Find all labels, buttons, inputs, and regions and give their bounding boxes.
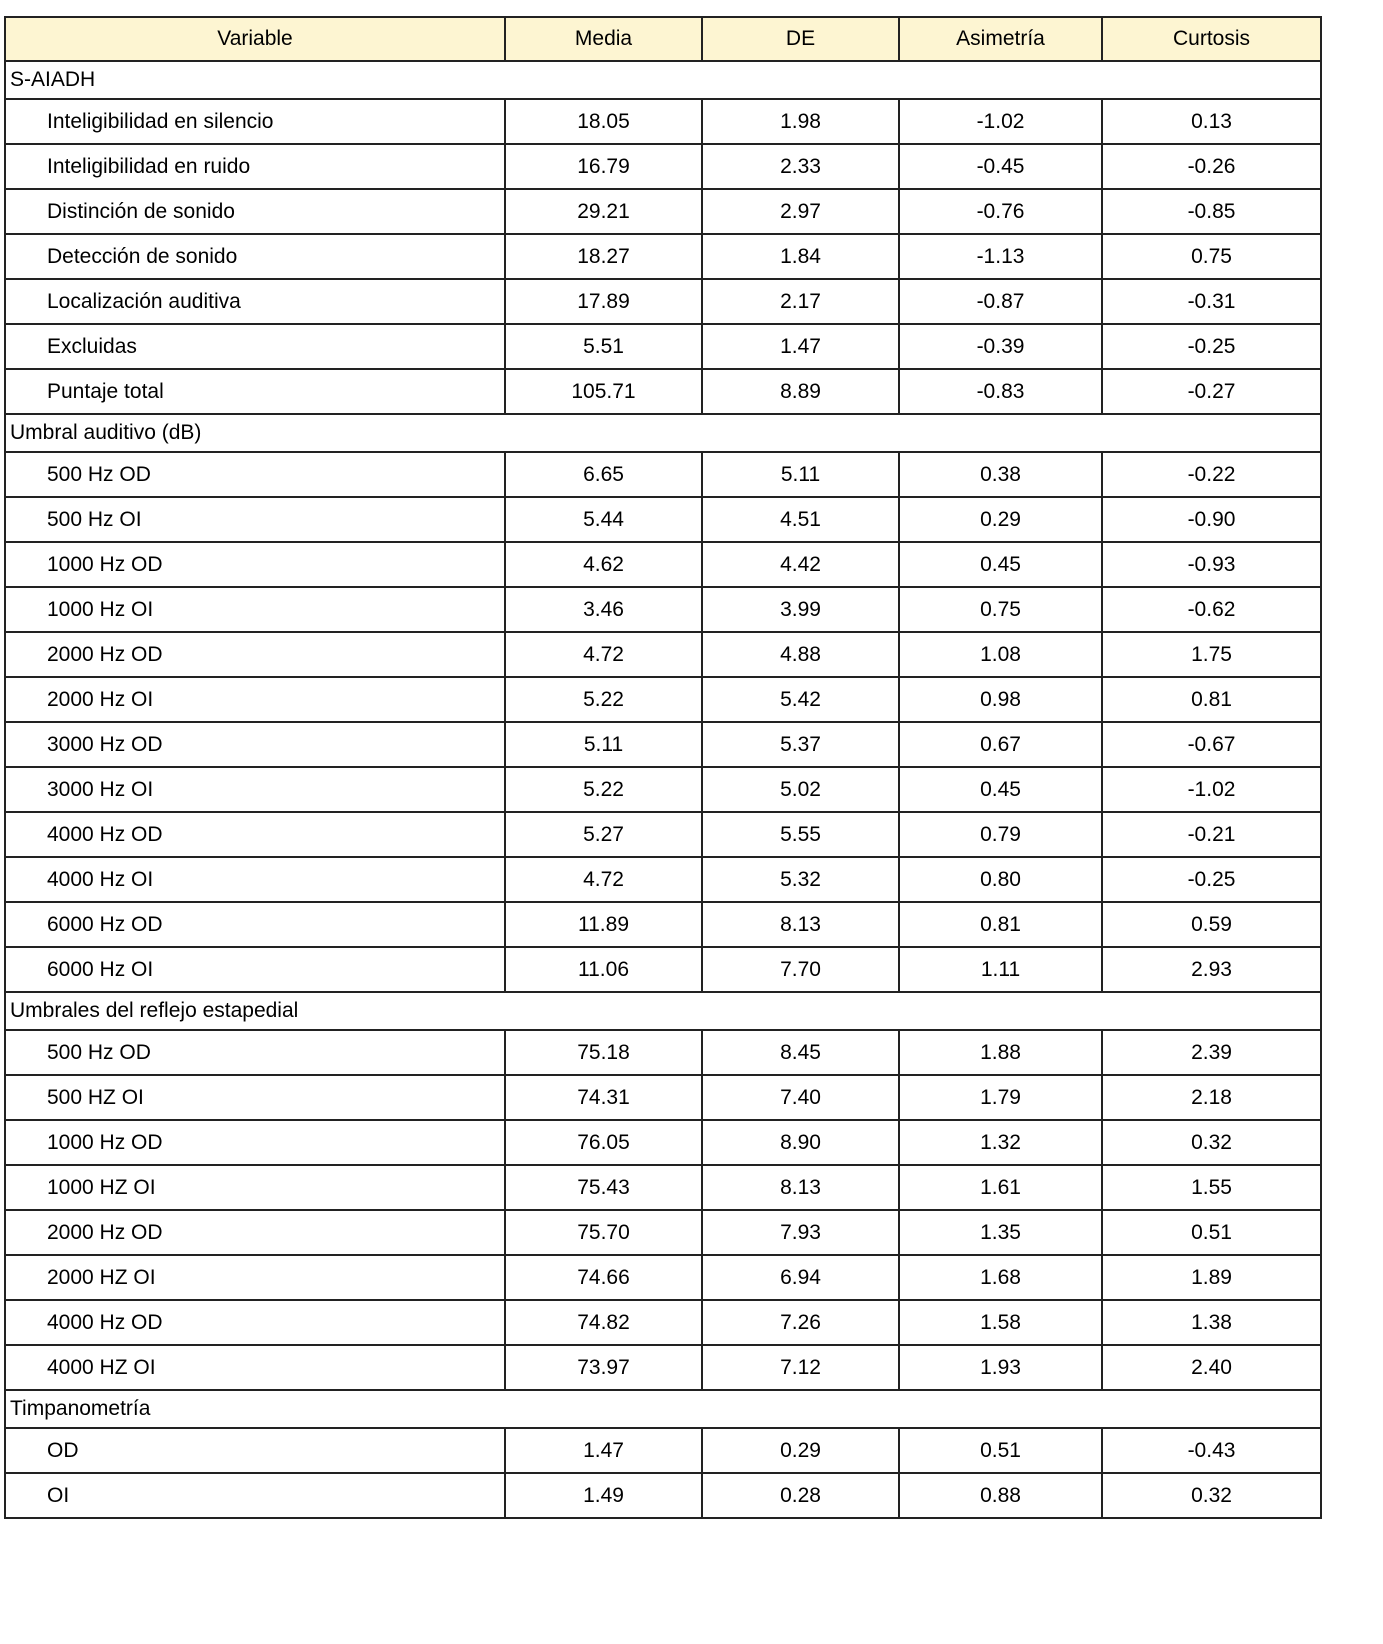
curtosis-cell: 0.59 <box>1102 902 1321 947</box>
variable-cell: 1000 HZ OI <box>5 1165 505 1210</box>
table-row <box>5 1030 1321 1075</box>
asimetria-cell: 1.58 <box>899 1300 1102 1345</box>
column-header-curtosis: Curtosis <box>1102 17 1321 61</box>
media-cell: 4.62 <box>505 542 702 587</box>
variable-cell: 4000 Hz OD <box>5 812 505 857</box>
curtosis-cell: 0.13 <box>1102 99 1321 144</box>
media-cell: 18.27 <box>505 234 702 279</box>
table-row <box>5 902 1321 947</box>
variable-cell: 1000 Hz OD <box>5 1120 505 1165</box>
de-cell: 2.97 <box>702 189 899 234</box>
asimetria-cell: 1.35 <box>899 1210 1102 1255</box>
de-cell: 3.99 <box>702 587 899 632</box>
table-row <box>5 677 1321 722</box>
table-row <box>5 947 1321 992</box>
table-row <box>5 632 1321 677</box>
de-cell: 7.40 <box>702 1075 899 1120</box>
media-cell: 18.05 <box>505 99 702 144</box>
variable-cell: Detección de sonido <box>5 234 505 279</box>
media-cell: 74.82 <box>505 1300 702 1345</box>
curtosis-cell: 1.55 <box>1102 1165 1321 1210</box>
table-row <box>5 1210 1321 1255</box>
asimetria-cell: 0.79 <box>899 812 1102 857</box>
table-row <box>5 767 1321 812</box>
asimetria-cell: 1.61 <box>899 1165 1102 1210</box>
variable-cell: 500 Hz OD <box>5 1030 505 1075</box>
media-cell: 17.89 <box>505 279 702 324</box>
de-cell: 5.55 <box>702 812 899 857</box>
column-header-de: DE <box>702 17 899 61</box>
variable-cell: Inteligibilidad en ruido <box>5 144 505 189</box>
asimetria-cell: 0.45 <box>899 767 1102 812</box>
table-row <box>5 542 1321 587</box>
asimetria-cell: -0.87 <box>899 279 1102 324</box>
table-row <box>5 497 1321 542</box>
descriptive-statistics-table <box>4 16 1322 1519</box>
curtosis-cell: 1.75 <box>1102 632 1321 677</box>
asimetria-cell: -1.13 <box>899 234 1102 279</box>
variable-cell: 4000 Hz OI <box>5 857 505 902</box>
table-row <box>5 99 1321 144</box>
table-row <box>5 1120 1321 1165</box>
variable-cell: OD <box>5 1428 505 1473</box>
de-cell: 4.51 <box>702 497 899 542</box>
media-cell: 4.72 <box>505 857 702 902</box>
variable-cell: Inteligibilidad en silencio <box>5 99 505 144</box>
table-row <box>5 144 1321 189</box>
media-cell: 74.66 <box>505 1255 702 1300</box>
variable-cell: 3000 Hz OD <box>5 722 505 767</box>
de-cell: 0.28 <box>702 1473 899 1518</box>
variable-cell: OI <box>5 1473 505 1518</box>
curtosis-cell: -0.27 <box>1102 369 1321 414</box>
curtosis-cell: -0.85 <box>1102 189 1321 234</box>
variable-cell: 2000 Hz OD <box>5 1210 505 1255</box>
curtosis-cell: -0.43 <box>1102 1428 1321 1473</box>
table-row <box>5 1473 1321 1518</box>
media-cell: 1.49 <box>505 1473 702 1518</box>
asimetria-cell: -0.76 <box>899 189 1102 234</box>
curtosis-cell: 1.38 <box>1102 1300 1321 1345</box>
asimetria-cell: 0.80 <box>899 857 1102 902</box>
media-cell: 5.51 <box>505 324 702 369</box>
media-cell: 16.79 <box>505 144 702 189</box>
section-title: S-AIADH <box>5 61 1321 99</box>
media-cell: 5.27 <box>505 812 702 857</box>
variable-cell: 1000 Hz OD <box>5 542 505 587</box>
table-row <box>5 452 1321 497</box>
asimetria-cell: -0.83 <box>899 369 1102 414</box>
asimetria-cell: 1.32 <box>899 1120 1102 1165</box>
media-cell: 74.31 <box>505 1075 702 1120</box>
variable-cell: 6000 Hz OD <box>5 902 505 947</box>
table-row <box>5 812 1321 857</box>
curtosis-cell: -0.22 <box>1102 452 1321 497</box>
variable-cell: 500 Hz OI <box>5 497 505 542</box>
media-cell: 11.06 <box>505 947 702 992</box>
curtosis-cell: -0.62 <box>1102 587 1321 632</box>
media-cell: 5.11 <box>505 722 702 767</box>
asimetria-cell: -0.39 <box>899 324 1102 369</box>
table-body <box>5 61 1321 1518</box>
table-row <box>5 587 1321 632</box>
media-cell: 1.47 <box>505 1428 702 1473</box>
curtosis-cell: -0.93 <box>1102 542 1321 587</box>
curtosis-cell: 0.32 <box>1102 1473 1321 1518</box>
table-row <box>5 369 1321 414</box>
curtosis-cell: 2.39 <box>1102 1030 1321 1075</box>
asimetria-cell: 1.08 <box>899 632 1102 677</box>
variable-cell: 2000 HZ OI <box>5 1255 505 1300</box>
media-cell: 6.65 <box>505 452 702 497</box>
asimetria-cell: 1.68 <box>899 1255 1102 1300</box>
curtosis-cell: 2.18 <box>1102 1075 1321 1120</box>
media-cell: 11.89 <box>505 902 702 947</box>
variable-cell: Puntaje total <box>5 369 505 414</box>
de-cell: 8.13 <box>702 902 899 947</box>
asimetria-cell: 1.93 <box>899 1345 1102 1390</box>
de-cell: 1.98 <box>702 99 899 144</box>
de-cell: 8.89 <box>702 369 899 414</box>
de-cell: 5.32 <box>702 857 899 902</box>
table-row <box>5 1255 1321 1300</box>
asimetria-cell: -1.02 <box>899 99 1102 144</box>
media-cell: 5.44 <box>505 497 702 542</box>
de-cell: 4.88 <box>702 632 899 677</box>
media-cell: 76.05 <box>505 1120 702 1165</box>
curtosis-cell: 0.81 <box>1102 677 1321 722</box>
media-cell: 105.71 <box>505 369 702 414</box>
curtosis-cell: 0.51 <box>1102 1210 1321 1255</box>
media-cell: 5.22 <box>505 767 702 812</box>
curtosis-cell: -0.31 <box>1102 279 1321 324</box>
table-row <box>5 722 1321 767</box>
curtosis-cell: 2.93 <box>1102 947 1321 992</box>
variable-cell: 500 Hz OD <box>5 452 505 497</box>
media-cell: 75.18 <box>505 1030 702 1075</box>
de-cell: 4.42 <box>702 542 899 587</box>
de-cell: 2.17 <box>702 279 899 324</box>
de-cell: 5.37 <box>702 722 899 767</box>
variable-cell: 2000 Hz OD <box>5 632 505 677</box>
table-row <box>5 234 1321 279</box>
de-cell: 7.70 <box>702 947 899 992</box>
curtosis-cell: 0.32 <box>1102 1120 1321 1165</box>
asimetria-cell: 0.81 <box>899 902 1102 947</box>
variable-cell: Excluidas <box>5 324 505 369</box>
de-cell: 5.02 <box>702 767 899 812</box>
section-title: Umbral auditivo (dB) <box>5 414 1321 452</box>
media-cell: 3.46 <box>505 587 702 632</box>
curtosis-cell: -0.90 <box>1102 497 1321 542</box>
variable-cell: Distinción de sonido <box>5 189 505 234</box>
asimetria-cell: -0.45 <box>899 144 1102 189</box>
column-header-media: Media <box>505 17 702 61</box>
media-cell: 29.21 <box>505 189 702 234</box>
asimetria-cell: 0.88 <box>899 1473 1102 1518</box>
de-cell: 8.45 <box>702 1030 899 1075</box>
table-row <box>5 1300 1321 1345</box>
table-row <box>5 857 1321 902</box>
variable-cell: 4000 Hz OD <box>5 1300 505 1345</box>
section-header-row <box>5 1390 1321 1428</box>
asimetria-cell: 1.79 <box>899 1075 1102 1120</box>
de-cell: 2.33 <box>702 144 899 189</box>
de-cell: 5.11 <box>702 452 899 497</box>
curtosis-cell: -0.26 <box>1102 144 1321 189</box>
variable-cell: Localización auditiva <box>5 279 505 324</box>
media-cell: 4.72 <box>505 632 702 677</box>
de-cell: 1.84 <box>702 234 899 279</box>
media-cell: 75.43 <box>505 1165 702 1210</box>
curtosis-cell: -0.25 <box>1102 324 1321 369</box>
column-header-variable: Variable <box>5 17 505 61</box>
de-cell: 1.47 <box>702 324 899 369</box>
curtosis-cell: 0.75 <box>1102 234 1321 279</box>
variable-cell: 2000 Hz OI <box>5 677 505 722</box>
column-header-asimetria: Asimetría <box>899 17 1102 61</box>
curtosis-cell: -0.67 <box>1102 722 1321 767</box>
de-cell: 5.42 <box>702 677 899 722</box>
asimetria-cell: 0.67 <box>899 722 1102 767</box>
de-cell: 6.94 <box>702 1255 899 1300</box>
section-header-row <box>5 992 1321 1030</box>
asimetria-cell: 0.29 <box>899 497 1102 542</box>
table-row <box>5 1075 1321 1120</box>
curtosis-cell: -0.25 <box>1102 857 1321 902</box>
de-cell: 8.90 <box>702 1120 899 1165</box>
variable-cell: 500 HZ OI <box>5 1075 505 1120</box>
media-cell: 5.22 <box>505 677 702 722</box>
asimetria-cell: 0.38 <box>899 452 1102 497</box>
de-cell: 7.12 <box>702 1345 899 1390</box>
asimetria-cell: 0.45 <box>899 542 1102 587</box>
media-cell: 75.70 <box>505 1210 702 1255</box>
asimetria-cell: 1.88 <box>899 1030 1102 1075</box>
asimetria-cell: 1.11 <box>899 947 1102 992</box>
variable-cell: 6000 Hz OI <box>5 947 505 992</box>
curtosis-cell: -0.21 <box>1102 812 1321 857</box>
asimetria-cell: 0.51 <box>899 1428 1102 1473</box>
section-title: Timpanometría <box>5 1390 1321 1428</box>
media-cell: 73.97 <box>505 1345 702 1390</box>
de-cell: 8.13 <box>702 1165 899 1210</box>
table-row <box>5 1345 1321 1390</box>
asimetria-cell: 0.98 <box>899 677 1102 722</box>
table-row <box>5 279 1321 324</box>
header-row <box>5 17 1321 61</box>
table-row <box>5 1428 1321 1473</box>
de-cell: 0.29 <box>702 1428 899 1473</box>
curtosis-cell: 2.40 <box>1102 1345 1321 1390</box>
section-header-row <box>5 61 1321 99</box>
curtosis-cell: -1.02 <box>1102 767 1321 812</box>
curtosis-cell: 1.89 <box>1102 1255 1321 1300</box>
variable-cell: 4000 HZ OI <box>5 1345 505 1390</box>
asimetria-cell: 0.75 <box>899 587 1102 632</box>
table-row <box>5 324 1321 369</box>
table-header <box>5 17 1321 61</box>
table-row <box>5 189 1321 234</box>
variable-cell: 3000 Hz OI <box>5 767 505 812</box>
variable-cell: 1000 Hz OI <box>5 587 505 632</box>
table-row <box>5 1165 1321 1210</box>
section-header-row <box>5 414 1321 452</box>
section-title: Umbrales del reflejo estapedial <box>5 992 1321 1030</box>
de-cell: 7.93 <box>702 1210 899 1255</box>
de-cell: 7.26 <box>702 1300 899 1345</box>
